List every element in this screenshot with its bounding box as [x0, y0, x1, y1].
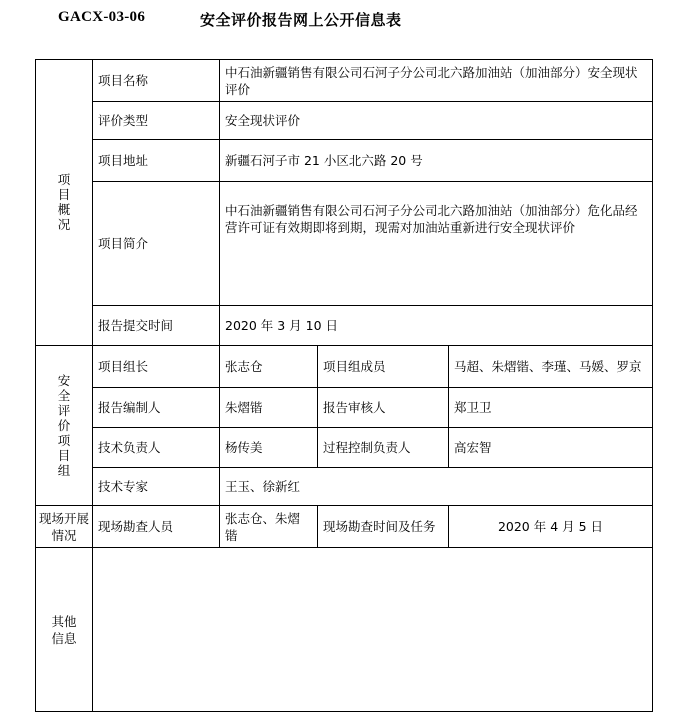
value-team-leader: 张志仓 [220, 346, 318, 388]
value-site-time: 2020 年 4 月 5 日 [449, 506, 653, 548]
row-team-leader [36, 346, 653, 388]
value-expert: 王玉、徐新红 [220, 468, 653, 506]
section-overview-label: 项目概况 [36, 60, 93, 346]
section-team-label: 安全评价项目组 [36, 346, 93, 506]
value-eval-type: 安全现状评价 [220, 102, 653, 140]
value-site-staff: 张志仓、朱熠锴 [220, 506, 318, 548]
value-author: 朱熠锴 [220, 388, 318, 428]
value-submit-time: 2020 年 3 月 10 日 [220, 306, 653, 346]
label-process: 过程控制负责人 [318, 428, 449, 468]
value-process: 高宏智 [449, 428, 653, 468]
value-tech: 杨传美 [220, 428, 318, 468]
value-intro: 中石油新疆销售有限公司石河子分公司北六路加油站（加油部分）危化品经营许可证有效期即将到期，现需对加油站重新进行安全现状评价 [220, 182, 653, 306]
row-intro [36, 182, 653, 306]
row-eval-type [36, 102, 653, 140]
label-eval-type: 评价类型 [93, 102, 220, 140]
value-other [93, 548, 653, 712]
label-tech: 技术负责人 [93, 428, 220, 468]
value-reviewer: 郑卫卫 [449, 388, 653, 428]
row-other [36, 548, 653, 712]
row-expert [36, 468, 653, 506]
label-intro: 项目简介 [93, 182, 220, 306]
row-tech [36, 428, 653, 468]
info-table [35, 59, 653, 712]
label-address: 项目地址 [93, 140, 220, 182]
row-submit-time [36, 306, 653, 346]
label-project-name: 项目名称 [93, 60, 220, 102]
value-project-name: 中石油新疆销售有限公司石河子分公司北六路加油站（加油部分）安全现状评价 [220, 60, 653, 102]
row-author [36, 388, 653, 428]
value-team-members: 马超、朱熠锴、李瑾、马媛、罗京 [449, 346, 653, 388]
label-team-members: 项目组成员 [318, 346, 449, 388]
label-submit-time: 报告提交时间 [93, 306, 220, 346]
row-address [36, 140, 653, 182]
document-header [0, 9, 693, 31]
label-reviewer: 报告审核人 [318, 388, 449, 428]
section-other-label: 其他信息 [36, 548, 93, 712]
page-title: 安全评价报告网上公开信息表 [200, 11, 402, 29]
label-team-leader: 项目组长 [93, 346, 220, 388]
label-expert: 技术专家 [93, 468, 220, 506]
form-code: GACX-03-06 [58, 9, 146, 25]
label-site-staff: 现场勘查人员 [93, 506, 220, 548]
section-site-label: 现场开展情况 [36, 506, 93, 548]
label-author: 报告编制人 [93, 388, 220, 428]
row-project-name [36, 60, 653, 102]
value-address: 新疆石河子市 21 小区北六路 20 号 [220, 140, 653, 182]
row-site [36, 506, 653, 548]
label-site-time: 现场勘查时间及任务 [318, 506, 449, 548]
